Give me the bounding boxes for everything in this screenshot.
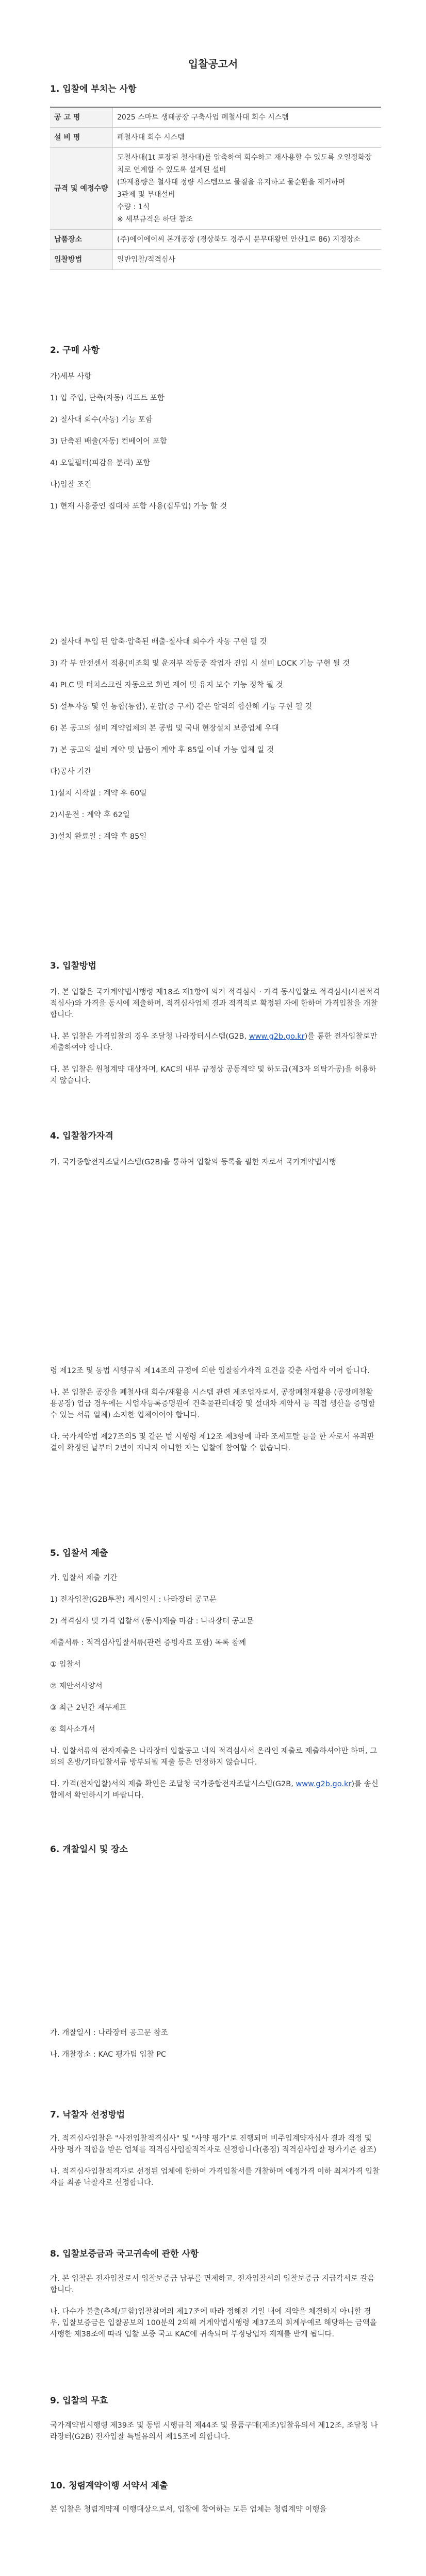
section-heading-2: 2. 구매 사항: [50, 345, 100, 355]
section-heading-9: 9. 입찰의 무효: [50, 2396, 108, 2406]
section-2-body: [50, 371, 380, 522]
section-2-body-cont: [50, 636, 380, 853]
spec-line: 도철사대(1t 포장된 철사대)를 압축하여 회수하고 재사용할 수 있도록 오일정화장치로 연계할 수 있도록 설계된 설비: [117, 154, 372, 174]
paragraph: [50, 1031, 380, 1054]
text-span: )를 통한 전자입찰로만 제출하여야 합니다.: [50, 1032, 378, 1052]
list-item: 7) 본 공고의 설비 계약 및 납품이 계약 후 85일 이내 가능 업체 일 것: [50, 746, 274, 754]
section-heading-10: 10. 청렴계약이행 서약서 제출: [50, 2481, 168, 2491]
list-item: 4) 오일필터(피감유 분리) 포함: [50, 459, 151, 467]
list-item: 5) 설투자동 및 인 통합(통합), 운압(중 구제) 같은 압력의 합산해 기능 구현 될 것: [50, 703, 313, 711]
section-heading-1: 1. 입찰에 부치는 사항: [50, 84, 137, 94]
section-heading-3: 3. 입찰방법: [50, 961, 96, 971]
paragraph: 다. 국가계약법 제27조의5 및 같은 법 시행령 제12조 제3항에 따라 조세포탈 등을 한 자로서 유죄판결이 확정된 날부터 2년이 지나지 아니한 자는 입찰에 참여할 수 없습니다.: [50, 1433, 374, 1452]
paragraph: 나. 개찰장소 : KAC 평가팀 입찰 PC: [50, 2050, 167, 2059]
list-item: ① 입찰서: [50, 1660, 81, 1669]
row-value-title: 2025 스마트 생태공장 구축사업 폐철사대 회수 시스템: [113, 107, 382, 128]
g2b-link[interactable]: www.g2b.go.kr: [249, 1032, 305, 1041]
subheading: 나)입찰 조건: [50, 481, 92, 489]
paragraph: 국가계약법시행령 제39조 및 동법 시행규칙 제44조 및 물품구매(제조)입찰유의서 제12조, 조달청 나라장터(G2B) 전자입찰 특별유의서 제15조에 의합니다.: [50, 2421, 378, 2441]
spec-line: 3관제 및 부대설비: [117, 191, 175, 199]
section-heading-6: 6. 개찰일시 및 장소: [50, 1844, 128, 1855]
table-row: [50, 250, 381, 270]
table-row: [50, 107, 381, 128]
table-row: [50, 128, 381, 148]
row-label-spec: 규격 및 예정수량: [50, 148, 113, 230]
bid-info-table: [50, 107, 381, 270]
paragraph: 가. 적격심사입찰은 "사전입찰적격심사" 및 "사양 평가"로 진행되며 비주입계약자심사 결과 적정 및 사양 평가 적합을 받은 업체를 적격심사입찰적격자로 선정합니다(총점) 적격심사입찰 평가기준 참조): [50, 2134, 376, 2154]
paragraph: 제출서류 : 적격심사입찰서류(관련 증빙자료 포함) 목록 참께: [50, 1639, 247, 1647]
spec-line: ※ 세부규격은 하단 참조: [117, 215, 193, 224]
section-3-body: [50, 987, 380, 1097]
paragraph: 가. 국가종합전자조달시스템(G2B)을 통하여 입찰의 등록을 필한 자로서 국가계약법시행: [50, 1158, 336, 1166]
list-item: 3)설치 완료일 : 계약 후 85일: [50, 833, 147, 841]
section-4-body: [50, 1365, 380, 1464]
paragraph: 가. 본 입찰은 전자입찰로서 입찰보증금 납부를 면제하고, 전자입찰서의 입찰보증금 지급각서로 갈음합니다.: [50, 2275, 375, 2294]
section-8-body: [50, 2273, 380, 2350]
paragraph: 나. 본 입찰은 공장을 폐철사대 회수/재활용 시스템 관련 제조업자로서, 공장폐철재활용 (공장폐철활용공장) 업급 경우에는 시업자등록증명원에 건축물관리대장 및 설대차 계약서 등 직접 생산을 증명할 수 있는 서류 일체) 소지한 업체이어야 합니다.: [50, 1388, 375, 1419]
list-item: ③ 최근 2년간 재무제표: [50, 1704, 127, 1712]
list-item: ④ 회사소개서: [50, 1725, 95, 1734]
paragraph: 령 제12조 및 동법 시행규칙 제14조의 규정에 의한 입찰참가자격 요건을 갖춘 사업자 이어 합니다.: [50, 1367, 370, 1375]
paragraph: 2) 적격심사 및 가격 입찰서 (동시)제출 마감 : 나라장터 공고문: [50, 1617, 254, 1625]
spec-line: (과제용량은 철사대 정량 시스템으로 물질을 유지하고 물순환을 제거하며: [117, 178, 346, 187]
paragraph: [50, 1778, 380, 1801]
section-heading-4: 4. 입찰참가자격: [50, 1131, 113, 1141]
list-item: 2)시운전 : 계약 후 62일: [50, 811, 130, 819]
table-row: [50, 230, 381, 250]
list-item: 3) 각 부 안전센서 적용(비조회 및 운저부 작동중 작업자 진입 시 설비 LOCK 기능 구현 될 것: [50, 659, 350, 668]
row-label-method: 입찰방법: [50, 250, 113, 270]
text-span: 나. 본 입찰은 가격입찰의 경우 조달청 나라장터시스템(G2B,: [50, 1032, 249, 1041]
row-value-method: 일반입찰/적격심사: [113, 250, 382, 270]
table-row: [50, 148, 381, 230]
subheading: 가)세부 사항: [50, 372, 92, 381]
section-heading-5: 5. 입찰서 제출: [50, 1548, 108, 1558]
paragraph: 가. 입찰서 제출 기간: [50, 1574, 118, 1582]
row-label-delivery: 납품장소: [50, 230, 113, 250]
section-heading-7: 7. 낙찰자 선정방법: [50, 2110, 125, 2120]
list-item: 4) PLC 및 터치스크린 자동으로 화면 제어 및 유지 보수 기능 정착 될 것: [50, 681, 283, 689]
paragraph: 가. 본 입찰은 국가계약법시행령 제18조 제1항에 의거 적격심사 · 가격 동시입찰로 적격심사(사전적격적심사)와 가격을 동시에 제출하며, 적격심사업체 결과 적격적로 확정된 자에 한하여 가격입찰을 개찰합니다.: [50, 988, 380, 1019]
g2b-link[interactable]: www.g2b.go.kr: [296, 1780, 352, 1788]
list-item: 3) 단축된 배출(자동) 컨베이어 포함: [50, 437, 167, 446]
spec-line: 수량 : 1식: [117, 203, 150, 211]
section-heading-8: 8. 입찰보증금과 국고귀속에 관한 사항: [50, 2249, 199, 2259]
list-item: 1) 현재 사용중인 집대차 포함 사용(집투입) 가능 할 것: [50, 502, 227, 511]
list-item: 1) 입 주입, 단축(자동) 리프트 포함: [50, 394, 165, 402]
list-item: 1)설치 시작일 : 계약 후 60일: [50, 789, 147, 798]
paragraph: 본 입찰은 청렴계약제 이행대상으로서, 입찰에 참여하는 모든 업체는 청렴계약 이행을: [50, 2505, 327, 2514]
text-span: 다. 가격(전자입찰)서의 제출 확인은 조달청 국가종합전자조달시스템(G2B,: [50, 1780, 296, 1788]
row-value-delivery: (주)에이에이씨 본개공장 (경상북도 경주시 문무대왕면 안산1로 86) 지정장소: [113, 230, 382, 250]
list-item: 6) 본 공고의 설비 계약업체의 본 공법 및 국내 현장설치 보증업체 우대: [50, 724, 279, 733]
section-6-body: [50, 2027, 380, 2071]
list-item: 2) 철사대 투입 된 압축·압축된 배출·철사대 회수가 자동 구현 될 것: [50, 638, 267, 646]
subheading: 다)공사 기간: [50, 768, 92, 776]
paragraph: 나. 다수가 불출(추체/포함)입찰참여의 제17조에 따라 정해진 기일 내에 계약을 체결하지 아니할 경우, 입찰보증금은 입찰공보의 100분의 2의해 거게약법시행령 제37조의 회계부예로 해당하는 금액을 사행한 제38조에 따라 입찰 보증 국고 KAC에 귀속되며 부정당업자 제재를 받게 됩니다.: [50, 2308, 377, 2338]
section-9-body: [50, 2420, 380, 2453]
row-value-spec: [113, 148, 382, 230]
section-7-body: [50, 2133, 380, 2199]
list-item: ② 제안서사양서: [50, 1682, 103, 1690]
list-item: 2) 철사대 회수(자동) 기능 포함: [50, 416, 153, 424]
row-value-equipment: 폐철사대 회수 시스템: [113, 128, 382, 148]
paragraph: 다. 본 입찰은 원청계약 대상자며, KAC의 내부 규정상 공동계약 및 하도급(제3자 외탁가공)을 허용하지 않습니다.: [50, 1065, 376, 1085]
paragraph: 가. 개찰일시 : 나라장터 공고문 참조: [50, 2029, 168, 2037]
paragraph: 1) 전자입찰(G2B투찰) 게시일시 : 나라장터 공고문: [50, 1596, 217, 1604]
text-span: )를 송신함에서 확인하시기 바랍니다.: [50, 1780, 379, 1800]
section-5-body: [50, 1572, 380, 1811]
paragraph: 나. 입찰서류의 전자제출은 나라장터 입찰공고 내의 적격심사서 온라인 제출로 제출하셔야만 하며, 그 외의 온방/기타입찰서류 방부되될 제출 등은 인정하지 않습니다.: [50, 1747, 378, 1767]
page-title: 입찰공고서: [188, 58, 238, 70]
paragraph: 나. 적격심사입찰적격자로 선정된 업체에 한하여 가격입찰서를 개찰하며 예정가격 이하 최저가격 입찰자를 최종 낙찰자로 선정합니다.: [50, 2167, 380, 2187]
row-label-equipment: 설 비 명: [50, 128, 113, 148]
row-label-title: 공 고 명: [50, 107, 113, 128]
